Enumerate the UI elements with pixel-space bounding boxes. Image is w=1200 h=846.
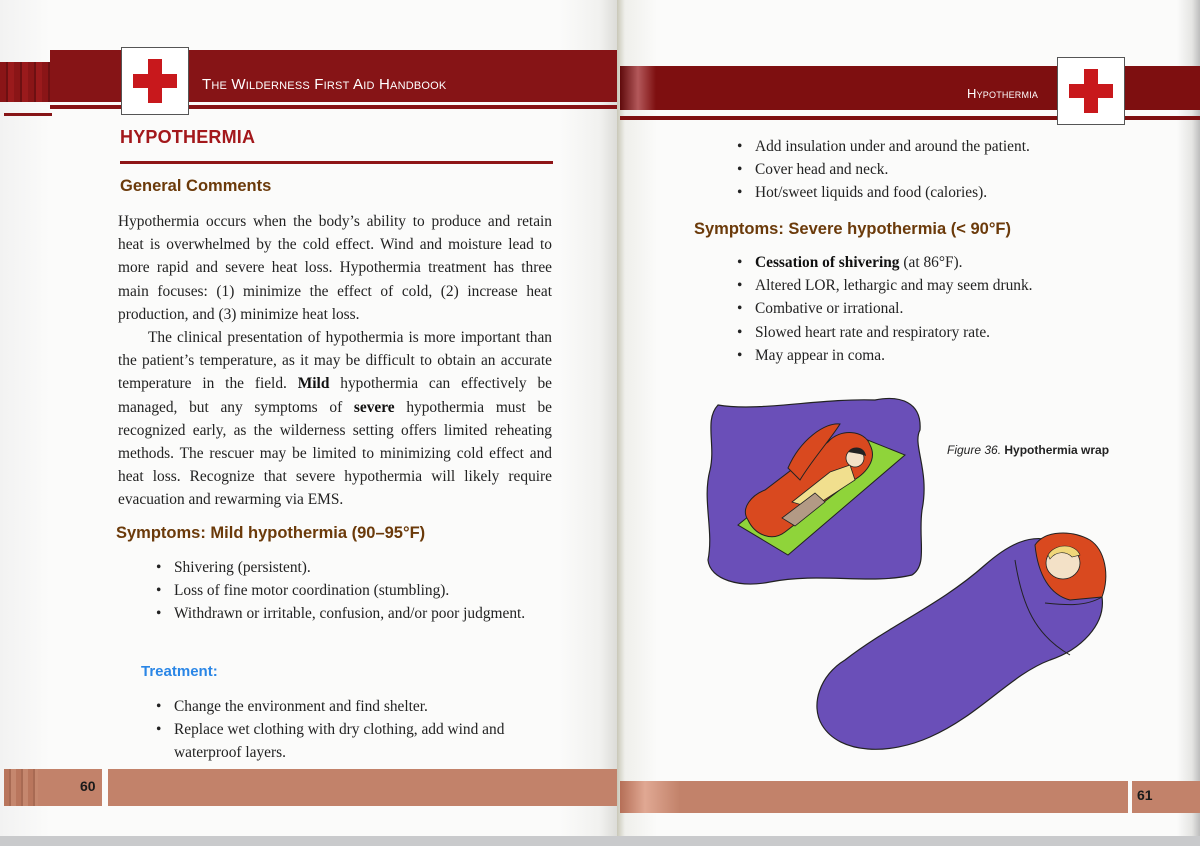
list-item: • Cover head and neck. [737, 158, 1097, 181]
running-head-left: The Wilderness First Aid Handbook [202, 76, 447, 93]
figure-caption [947, 443, 1109, 457]
paragraph-2-text-b: hypothermia can effectively be managed, but any symptoms of [118, 375, 552, 416]
list-item: • Altered LOR, lethargic and may seem drunk. [737, 274, 1097, 297]
footer-band-right [620, 781, 1128, 813]
chapter-title: HYPOTHERMIA [120, 127, 256, 147]
paragraph-2-bold-mild: Mild [297, 375, 330, 393]
paragraph-2-text-a: The clinical presentation of hypothermia is more important than the patient’s temperature, as it may be difficult to obtain an accurate temperature in the field. [118, 329, 552, 393]
page-edge-bottom [0, 836, 1200, 846]
list-item: • Slowed heart rate and respiratory rate. [737, 321, 1097, 344]
treatment-list [156, 695, 541, 765]
paragraph-2 [118, 326, 552, 512]
list-item: • Loss of fine motor coordination (stumbling). [156, 579, 526, 602]
list-item-rest: (at 86°F). [899, 254, 963, 271]
list-item: • Shivering (persistent). [156, 556, 526, 579]
general-comments-body [118, 210, 552, 512]
figure-number: Figure 36. [947, 443, 1002, 457]
list-item-bold: Cessation of shivering [755, 254, 900, 271]
page-number-right: 61 [1137, 787, 1153, 803]
list-item: • Replace wet clothing with dry clothing, add wind and waterproof layers. [156, 718, 541, 764]
list-item: • Change the environment and find shelter. [156, 695, 541, 718]
red-cross-icon [121, 47, 189, 115]
treatment-continued-list [737, 135, 1097, 205]
hypothermia-wrap-illustration-step2 [810, 515, 1110, 760]
list-item: • Combative or irrational. [737, 297, 1097, 320]
chapter-title-rule [120, 161, 553, 164]
page-number-left: 60 [80, 778, 96, 794]
list-item: • May appear in coma. [737, 344, 1097, 367]
list-item [737, 251, 1097, 274]
paragraph-2-bold-severe: severe [353, 398, 395, 416]
header-rule-left-edge [4, 113, 52, 116]
mild-symptoms-heading: Symptoms: Mild hypothermia (90–95°F) [116, 524, 426, 542]
figure-title: Hypothermia wrap [1004, 443, 1110, 457]
red-cross-icon [1057, 57, 1125, 125]
mild-symptoms-list [156, 556, 526, 626]
severe-symptoms-heading: Symptoms: Severe hypothermia (< 90°F) [694, 220, 1011, 238]
running-head-right: Hypothermia [967, 86, 1039, 101]
general-comments-heading: General Comments [120, 177, 272, 195]
list-item: • Hot/sweet liquids and food (calories). [737, 181, 1097, 204]
paragraph-1: Hypothermia occurs when the body’s ability to produce and retain heat is overwhelmed by the cold effect. Wind and moisture lead to more rapid and severe heat loss. Hypothermia treatment has three main focuses: (1) minimize the effect of cold, (2) increase heat production, and (3) minimize heat loss. [118, 213, 552, 323]
severe-symptoms-list [737, 251, 1097, 367]
list-item: • Withdrawn or irritable, confusion, and/or poor judgment. [156, 602, 526, 625]
list-item: • Add insulation under and around the patient. [737, 135, 1097, 158]
treatment-heading: Treatment: [141, 663, 218, 680]
footer-band-left [108, 769, 617, 806]
paragraph-2-text-c: hypothermia must be recognized early, as the wilderness setting offers limited reheating methods. The rescuer may be limited to minimizing cold effect and heat loss. Recognize that severe hypothermia will likely require evacuation and rewarming via EMS. [118, 398, 552, 509]
